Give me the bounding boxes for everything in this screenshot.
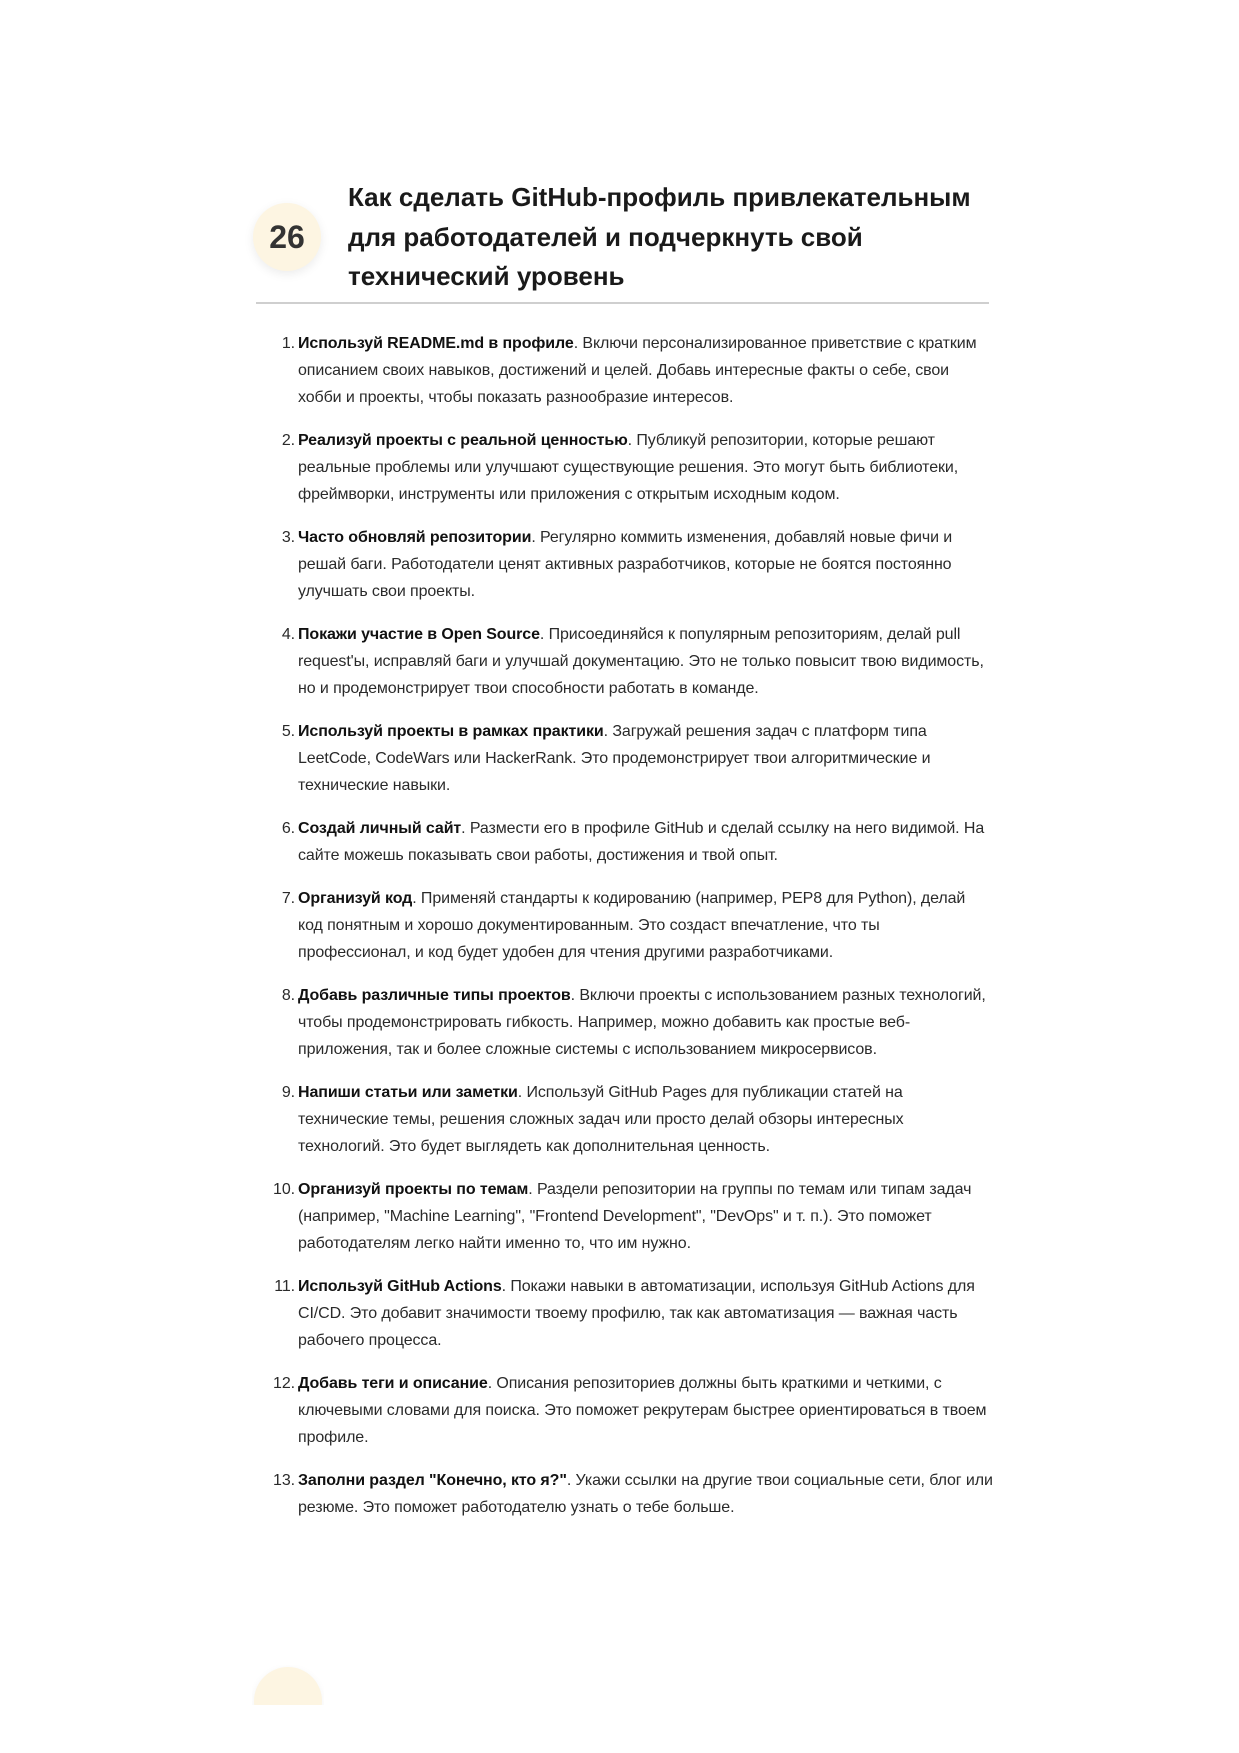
list-item-number: 5. <box>281 723 295 740</box>
list-item <box>281 815 994 869</box>
list-item <box>281 621 994 702</box>
list-item-heading: Используй проекты в рамках практики <box>298 723 604 740</box>
list-item-number: 2. <box>281 432 295 449</box>
list-item-number: 6. <box>281 820 295 837</box>
list-item-text: . Покажи навыки в автоматизации, используя GitHub Actions для CI/CD. Это добавит значимости твоему профилю, так как автоматизация — важная часть рабочего процесса. <box>298 1278 975 1349</box>
list-item <box>281 718 994 799</box>
list-item <box>281 982 994 1063</box>
list-item-text: . Используй GitHub Pages для публикации статей на технические темы, решения сложных задач или просто делай обзоры интересных технологий. Это будет выглядеть как дополнительная ценность. <box>298 1084 904 1155</box>
next-chapter-badge-partial <box>252 1665 324 1705</box>
next-chapter-badge-circle <box>254 1667 322 1705</box>
list-item <box>273 1370 994 1451</box>
list-item-heading: Покажи участие в Open Source <box>298 626 540 643</box>
list-item-heading: Используй GitHub Actions <box>298 1278 502 1295</box>
list-item-number: 10. <box>273 1181 295 1198</box>
tips-list <box>273 330 994 1537</box>
list-item-heading: Создай личный сайт <box>298 820 462 837</box>
list-item-number: 8. <box>281 987 295 1004</box>
list-item-text: . Включи персонализированное приветствие с кратким описанием своих навыков, достижений и целей. Добавь интересные факты о себе, свои хобби и проекты, чтобы показать разнообразие интересов. <box>298 335 977 406</box>
list-item-text: . Размести его в профиле GitHub и сделай ссылку на него видимой. На сайте можешь показывать свои работы, достижения и твой опыт. <box>298 820 985 864</box>
list-item-heading: Организуй код <box>298 890 413 907</box>
list-item-number: 12. <box>273 1375 295 1392</box>
list-item-text: . Укажи ссылки на другие твои социальные сети, блог или резюме. Это поможет работодателю узнать о тебе больше. <box>298 1472 993 1516</box>
list-item-text: . Раздели репозитории на группы по темам или типам задач (например, "Machine Learning", "Frontend Development", "DevOps" и т. п.). Это поможет работодателям легко найти именно то, что им нужно. <box>298 1181 972 1252</box>
list-item <box>273 1467 994 1521</box>
list-item-text: . Описания репозиториев должны быть краткими и четкими, с ключевыми словами для поиска. Это поможет рекрутерам быстрее ориентироваться в твоем профиле. <box>298 1375 987 1446</box>
list-item-heading: Заполни раздел "Конечно, кто я?" <box>298 1472 567 1489</box>
list-item-text: . Загружай решения задач с платформ типа LeetCode, CodeWars или HackerRank. Это продемонстрирует твои алгоритмические и технические навыки. <box>298 723 931 794</box>
list-item <box>281 885 994 966</box>
list-item-heading: Используй README.md в профиле <box>298 335 574 352</box>
list-item-number: 7. <box>281 890 295 907</box>
list-item-number: 1. <box>281 335 295 352</box>
list-item-number: 3. <box>281 529 295 546</box>
title-divider <box>256 302 989 304</box>
list-item-heading: Добавь различные типы проектов <box>298 987 571 1004</box>
list-item-heading: Организуй проекты по темам <box>298 1181 529 1198</box>
list-item <box>281 1079 994 1160</box>
list-item <box>281 427 994 508</box>
list-item <box>281 330 994 411</box>
list-item-text: . Присоединяйся к популярным репозиториям, делай pull request'ы, исправляй баги и улучшай документацию. Это не только повысит твою видимость, но и продемонстрирует твои способности работать в команде. <box>298 626 984 697</box>
list-item-heading: Часто обновляй репозитории <box>298 529 532 546</box>
list-item-text: . Публикуй репозитории, которые решают реальные проблемы или улучшают существующие решения. Это могут быть библиотеки, фреймворки, инструменты или приложения с открытым исходным кодом. <box>298 432 959 503</box>
list-item-text: . Включи проекты с использованием разных технологий, чтобы продемонстрировать гибкость. Например, можно добавить как простые веб-приложения, так и более сложные системы с использованием микросервисов. <box>298 987 986 1058</box>
list-item <box>281 524 994 605</box>
list-item-number: 13. <box>273 1472 295 1489</box>
list-item <box>273 1176 994 1257</box>
page-title: Как сделать GitHub-профиль привлекательным для работодателей и подчеркнуть свой технический уровень <box>348 182 971 291</box>
list-item <box>274 1273 994 1354</box>
chapter-number-badge: 26 <box>253 203 321 271</box>
list-item-number: 4. <box>281 626 295 643</box>
list-item-heading: Реализуй проекты с реальной ценностью <box>298 432 628 449</box>
list-item-number: 9. <box>281 1084 295 1101</box>
list-item-text: . Регулярно коммить изменения, добавляй новые фичи и решай баги. Работодатели ценят активных разработчиков, которые не боятся постоянно улучшать свои проекты. <box>298 529 953 600</box>
list-item-number: 11. <box>274 1278 295 1295</box>
list-item-heading: Добавь теги и описание <box>298 1375 488 1392</box>
list-item-heading: Напиши статьи или заметки <box>298 1084 518 1101</box>
list-item-text: . Применяй стандарты к кодированию (например, PEP8 для Python), делай код понятным и хорошо документированным. Это создаст впечатление, что ты профессионал, и код будет удобен для чтения другими разработчиками. <box>298 890 966 961</box>
